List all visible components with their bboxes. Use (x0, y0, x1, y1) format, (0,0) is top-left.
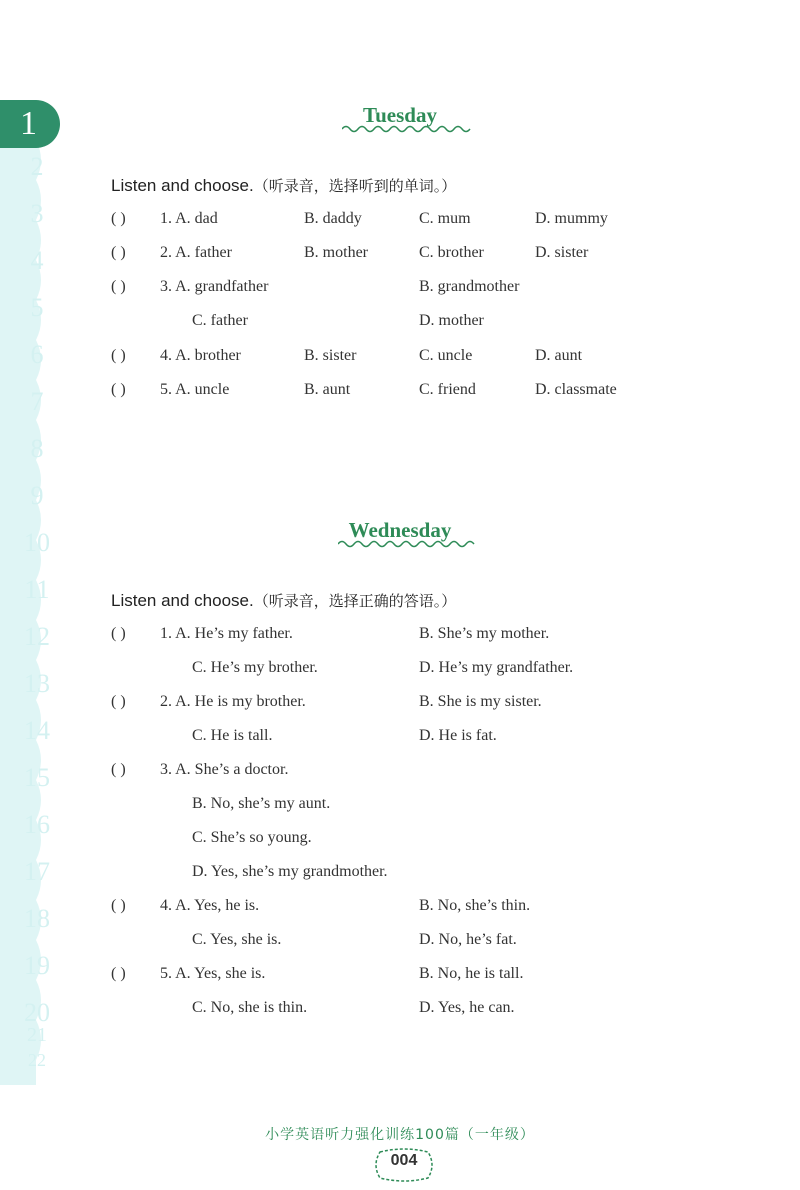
tuesday-q4-option-b: B. sister (304, 347, 357, 364)
wednesday-q5-answer-blank[interactable]: ( ) (111, 965, 126, 982)
tuesday-q4-option-a: 4. A. brother (160, 347, 241, 364)
chapter-tab-18[interactable]: 18 (24, 904, 50, 933)
wednesday-q1-option-b: B. She’s my mother. (419, 625, 550, 642)
tuesday-instruction-en: Listen and choose. (111, 176, 254, 195)
chapter-tab-13[interactable]: 13 (24, 669, 50, 698)
wednesday-q1-option-c: C. He’s my brother. (192, 659, 318, 676)
tuesday-q5-answer-blank[interactable]: ( ) (111, 381, 126, 398)
chapter-tab-8[interactable]: 8 (30, 434, 44, 463)
chapter-tab-17[interactable]: 17 (24, 857, 50, 886)
chapter-tab-3[interactable]: 3 (30, 199, 44, 228)
tuesday-q4-option-c: C. uncle (419, 347, 473, 364)
wednesday-q1-option-d: D. He’s my grandfather. (419, 659, 574, 676)
tuesday-q5-option-c: C. friend (419, 381, 476, 398)
tuesday-q1-answer-blank[interactable]: ( ) (111, 210, 126, 227)
wednesday-heading: Wednesday (348, 518, 452, 542)
tuesday-wave-underline (342, 124, 472, 134)
tuesday-q2-option-c: C. brother (419, 244, 484, 261)
wednesday-q5-option-b: B. No, he is tall. (419, 965, 524, 982)
wednesday-q3-option-d: D. Yes, she’s my grandmother. (192, 863, 388, 880)
tuesday-heading: Tuesday (363, 103, 437, 127)
tuesday-q5-option-b: B. aunt (304, 381, 351, 398)
chapter-tab-22[interactable]: 22 (28, 1050, 46, 1070)
tuesday-q1-option-d: D. mummy (535, 210, 608, 227)
tuesday-instruction-zh: （听录音，选择听到的单词。） (253, 177, 457, 195)
wednesday-q3-option-a: 3. A. She’s a doctor. (160, 761, 289, 778)
wednesday-q3-answer-blank[interactable]: ( ) (111, 761, 126, 778)
wednesday-q4-option-c: C. Yes, she is. (192, 931, 282, 948)
chapter-tab-19[interactable]: 19 (24, 951, 50, 980)
wednesday-wave-underline (338, 539, 476, 549)
wednesday-q5-option-c: C. No, she is thin. (192, 999, 308, 1016)
tuesday-q3-answer-blank[interactable]: ( ) (111, 278, 126, 295)
chapter-tab-1[interactable]: 1 (0, 100, 60, 148)
chapter-tab-4[interactable]: 4 (30, 246, 44, 275)
wednesday-instruction-zh: （听录音，选择正确的答语。） (253, 592, 457, 610)
tuesday-q2-option-d: D. sister (535, 244, 589, 261)
chapter-tab-6[interactable]: 6 (30, 340, 44, 369)
chapter-tab-11[interactable]: 11 (24, 575, 50, 604)
chapter-tab-10[interactable]: 10 (24, 528, 50, 557)
wednesday-instruction-en: Listen and choose. (111, 591, 254, 610)
wednesday-q3-option-b: B. No, she’s my aunt. (192, 795, 331, 812)
chapter-tab-15[interactable]: 15 (24, 763, 50, 792)
tuesday-q3-option-c: C. father (192, 312, 248, 329)
wednesday-q5-option-d: D. Yes, he can. (419, 999, 515, 1016)
tuesday-q4-option-d: D. aunt (535, 347, 583, 364)
wednesday-q2-answer-blank[interactable]: ( ) (111, 693, 126, 710)
wednesday-q5-option-a: 5. A. Yes, she is. (160, 965, 266, 982)
tuesday-q4-answer-blank[interactable]: ( ) (111, 347, 126, 364)
chapter-tab-20[interactable]: 20 (24, 998, 50, 1027)
tuesday-q3-option-a: 3. A. grandfather (160, 278, 269, 295)
wednesday-q4-answer-blank[interactable]: ( ) (111, 897, 126, 914)
tuesday-q1-option-c: C. mum (419, 210, 471, 227)
wednesday-q1-answer-blank[interactable]: ( ) (111, 625, 126, 642)
chapter-tab-9[interactable]: 9 (30, 481, 44, 510)
chapter-tab-16[interactable]: 16 (24, 810, 50, 839)
book-title-footer: 小学英语听力强化训练100篇（一年级） (265, 1127, 535, 1143)
tuesday-q3-option-b: B. grandmother (419, 278, 520, 295)
wednesday-q4-option-a: 4. A. Yes, he is. (160, 897, 260, 914)
tuesday-q2-option-b: B. mother (304, 244, 368, 261)
page-number: 004 (390, 1152, 418, 1169)
chapter-tab-14[interactable]: 14 (24, 716, 50, 745)
wednesday-q4-option-d: D. No, he’s fat. (419, 931, 517, 948)
tuesday-q1-option-a: 1. A. dad (160, 210, 218, 227)
tuesday-q1-option-b: B. daddy (304, 210, 362, 227)
tuesday-q5-option-a: 5. A. uncle (160, 381, 230, 398)
tuesday-instruction (111, 175, 456, 196)
chapter-tab-12[interactable]: 12 (24, 622, 50, 651)
wednesday-q2-option-a: 2. A. He is my brother. (160, 693, 306, 710)
tuesday-q3-option-d: D. mother (419, 312, 484, 329)
tuesday-q2-option-a: 2. A. father (160, 244, 232, 261)
wednesday-q2-option-d: D. He is fat. (419, 727, 497, 744)
wednesday-q2-option-b: B. She is my sister. (419, 693, 542, 710)
wednesday-q1-option-a: 1. A. He’s my father. (160, 625, 293, 642)
chapter-tab-7[interactable]: 7 (30, 387, 44, 416)
chapter-tab-2[interactable]: 2 (30, 152, 44, 181)
tuesday-q5-option-d: D. classmate (535, 381, 617, 398)
wednesday-q3-option-c: C. She’s so young. (192, 829, 312, 846)
chapter-tab-5[interactable]: 5 (30, 293, 44, 322)
chapter-tab-21[interactable]: 21 (27, 1024, 47, 1046)
wednesday-q4-option-b: B. No, she’s thin. (419, 897, 531, 914)
wednesday-q2-option-c: C. He is tall. (192, 727, 273, 744)
tuesday-q2-answer-blank[interactable]: ( ) (111, 244, 126, 261)
wednesday-instruction (111, 590, 456, 611)
